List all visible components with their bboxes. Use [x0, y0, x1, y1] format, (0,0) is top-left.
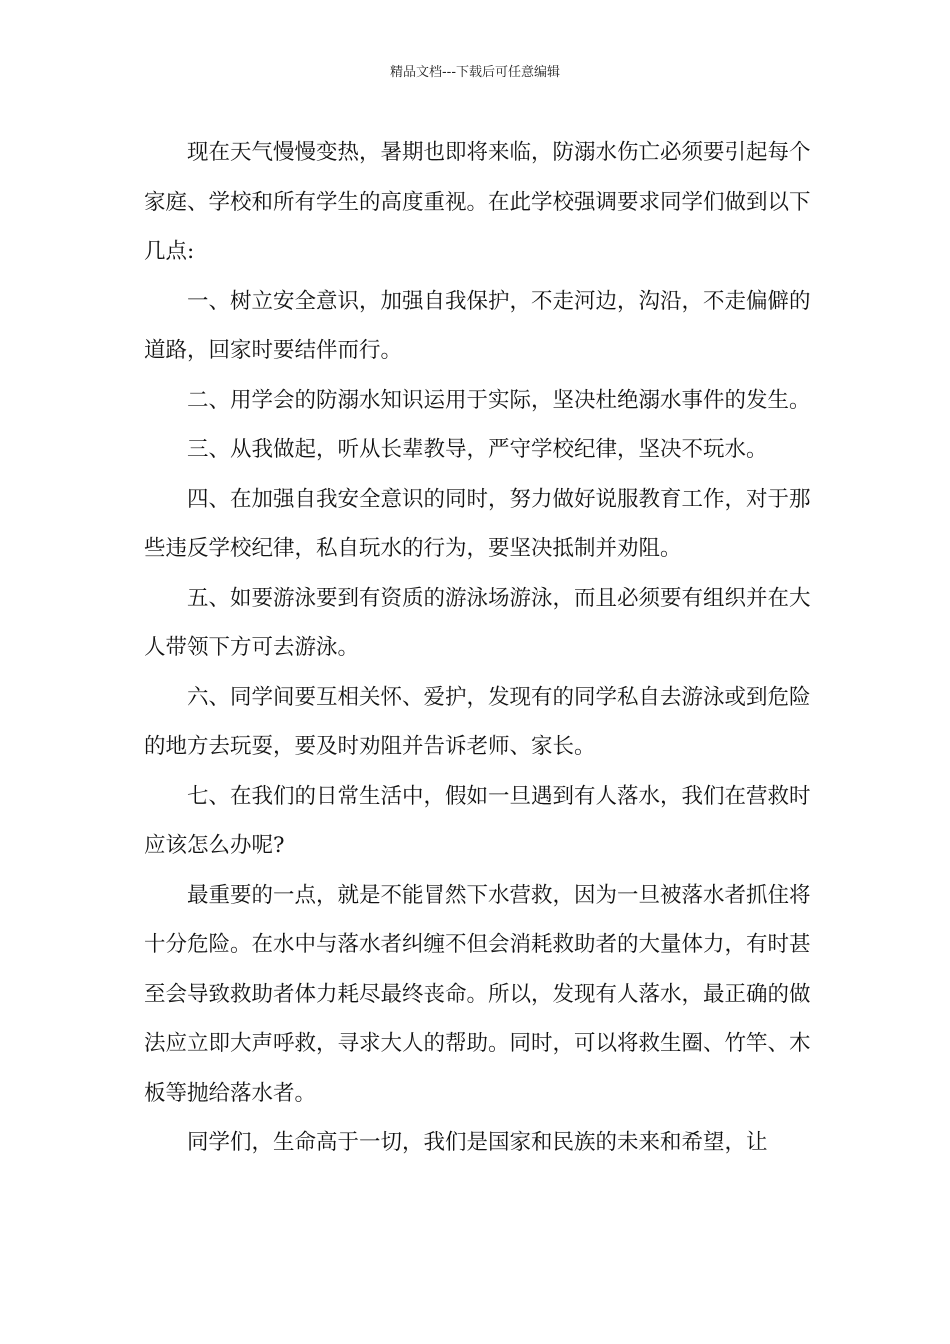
- rule-7-paragraph: 七、在我们的日常生活中，假如一旦遇到有人落水，我们在营救时应该怎么办呢?: [144, 783, 811, 858]
- rescue-advice-paragraph: 最重要的一点，就是不能冒然下水营救，因为一旦被落水者抓住将十分危险。在水中与落水者纠缠不但会消耗救助者的大量体力，有时甚至会导致救助者体力耗尽最终丧命。所以，发现有人落水，最正确的做法应立即大声呼救，寻求大人的帮助。同时，可以将救生圈、竹竿、木板等抛给落水者。: [144, 882, 811, 1106]
- page-header: 精品文档---下载后可任意编辑: [389, 65, 561, 80]
- document-body: [144, 128, 824, 1168]
- rule-5-paragraph: 五、如要游泳要到有资质的游泳场游泳，而且必须要有组织并在大人带领下方可去游泳。: [144, 585, 811, 660]
- rule-2-paragraph: 二、用学会的防溺水知识运用于实际，坚决杜绝溺水事件的发生。: [187, 387, 811, 413]
- intro-paragraph: 现在天气慢慢变热，暑期也即将来临，防溺水伤亡必须要引起每个家庭、学校和所有学生的高度重视。在此学校强调要求同学们做到以下几点:: [144, 140, 811, 264]
- rule-6-paragraph: 六、同学间要互相关怀、爱护，发现有的同学私自去游泳或到危险的地方去玩耍，要及时劝阻并告诉老师、家长。: [144, 684, 811, 759]
- closing-paragraph: 同学们，生命高于一切，我们是国家和民族的未来和希望，让: [187, 1130, 768, 1155]
- rule-4-paragraph: 四、在加强自我安全意识的同时，努力做好说服教育工作，对于那些违反学校纪律，私自玩水的行为，要坚决抵制并劝阻。: [144, 486, 811, 561]
- rule-1-paragraph: 一、树立安全意识，加强自我保护，不走河边，沟沿，不走偏僻的道路，回家时要结伴而行。: [144, 288, 811, 363]
- rule-3-paragraph: 三、从我做起，听从长辈教导，严守学校纪律，坚决不玩水。: [187, 437, 768, 462]
